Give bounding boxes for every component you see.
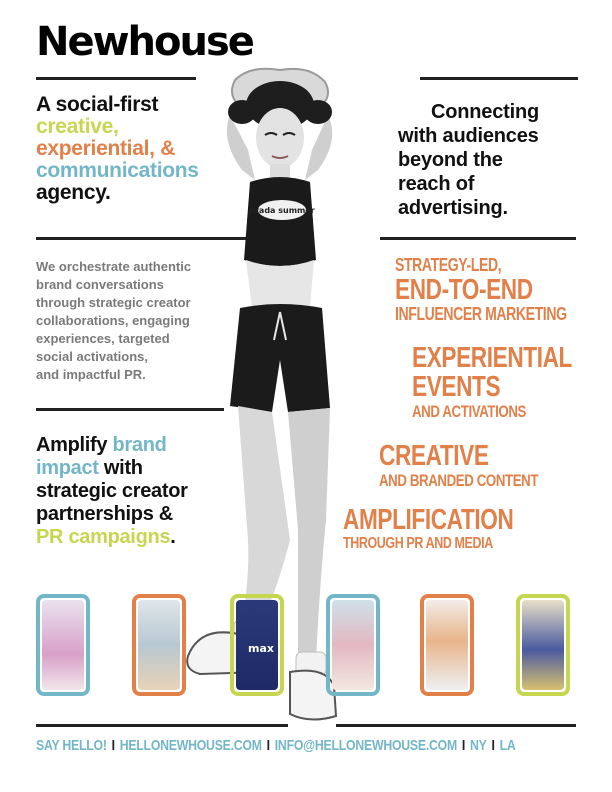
description-line: brand conversations: [36, 277, 164, 292]
amplify-with: with: [98, 457, 143, 479]
service-events: EVENTS: [412, 371, 501, 403]
description-line: social activations,: [36, 349, 148, 364]
website-link[interactable]: HELLONEWHOUSE.COM: [119, 737, 262, 754]
footer-separator: I: [491, 737, 495, 754]
service-amplification: AMPLIFICATION: [343, 504, 514, 536]
say-hello-text: SAY HELLO!: [36, 737, 107, 754]
connect-line: advertising.: [398, 197, 508, 219]
description-line: and impactful PR.: [36, 367, 146, 382]
brand-logo: Newhouse: [36, 19, 253, 65]
service-influencer-marketing: INFLUENCER MARKETING: [395, 304, 567, 324]
footer-separator: I: [461, 737, 466, 754]
email-link[interactable]: INFO@HELLONEWHOUSE.COM: [274, 737, 457, 754]
tagline-agency: agency.: [36, 181, 111, 204]
description-line: collaborations, engaging: [36, 313, 190, 328]
phone-mockup: [132, 594, 186, 696]
phone-brand-logo-text: max: [248, 642, 274, 655]
service-pr-and-media: THROUGH PR AND MEDIA: [343, 535, 493, 552]
tagline-experiential: experiential, &: [36, 137, 176, 160]
service-creative: CREATIVE: [379, 440, 489, 472]
amplify-line: partnerships &: [36, 503, 173, 525]
amplify-word: Amplify: [36, 434, 113, 456]
service-end-to-end: END-TO-END: [395, 274, 533, 306]
service-and-activations: AND ACTIVATIONS: [412, 402, 526, 421]
phone-mockup: [326, 594, 380, 696]
location-la: LA: [499, 737, 516, 754]
amplify-period: .: [170, 526, 176, 548]
amplify-pr-campaigns: PR campaigns: [36, 526, 171, 548]
connect-line: reach of: [398, 173, 475, 195]
description-line: through strategic creator: [36, 295, 191, 310]
contact-footer: [36, 737, 516, 754]
service-experiential: EXPERIENTIAL: [412, 342, 572, 374]
amplify-brand: brand: [112, 434, 167, 456]
connecting-statement: [398, 100, 598, 220]
tagline-creative: creative,: [36, 115, 119, 138]
tagline-line: A social-first: [36, 93, 159, 116]
service-strategy-led: STRATEGY-LED,: [395, 255, 502, 275]
connect-line: beyond the: [398, 149, 503, 171]
shirt-graphic-text: prada summer: [249, 206, 315, 215]
phone-mockup: [420, 594, 474, 696]
tagline-communications: communications: [36, 159, 199, 182]
phone-mockup: [36, 594, 90, 696]
amplify-impact: impact: [36, 457, 99, 479]
description-line: We orchestrate authentic: [36, 259, 192, 274]
description-line: experiences, targeted: [36, 331, 170, 346]
footer-separator: I: [111, 737, 115, 754]
service-branded-content: AND BRANDED CONTENT: [379, 471, 539, 490]
location-ny: NY: [469, 737, 487, 754]
footer-separator: I: [266, 737, 270, 754]
divider-top-right: [420, 77, 578, 80]
phone-mockup: [230, 594, 284, 696]
connect-line: with audiences: [398, 125, 539, 147]
amplify-line: strategic creator: [36, 480, 188, 502]
phone-mockup: [516, 594, 570, 696]
connect-line: Connecting: [431, 101, 539, 123]
